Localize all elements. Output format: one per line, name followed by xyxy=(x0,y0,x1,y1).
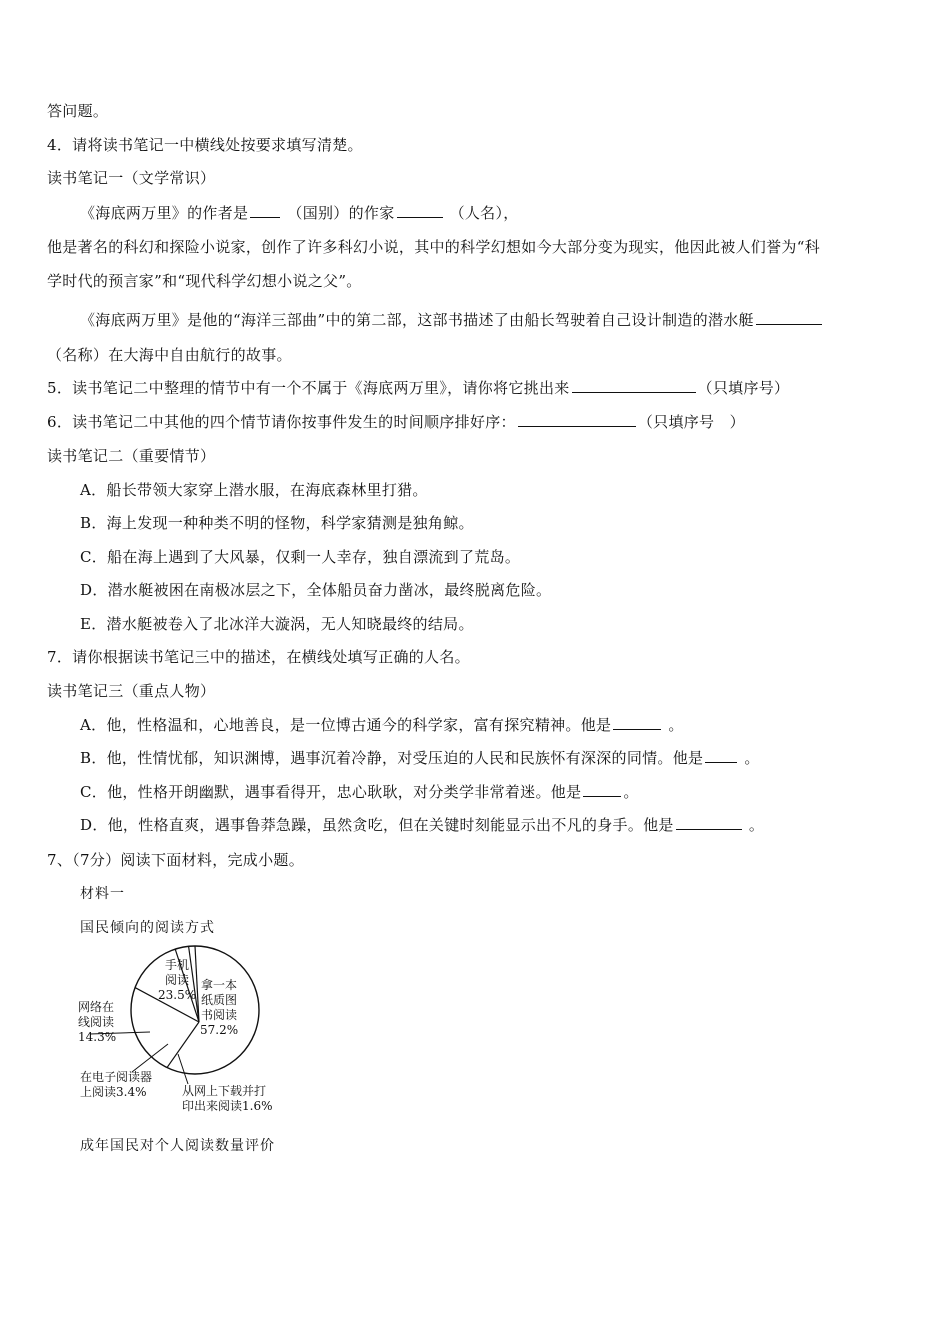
chart-title: 国民倾向的阅读方式 xyxy=(80,920,215,936)
note1-submarine-line xyxy=(80,310,824,330)
text: 。 xyxy=(744,749,760,767)
text: A．他，性格温和，心地善良，是一位博古通今的科学家，富有探究精神。他是 xyxy=(80,716,612,734)
pie-label-online xyxy=(78,1000,116,1045)
blank-country[interactable] xyxy=(250,203,280,218)
option-e: E．潜水艇被卷入了北冰洋大漩涡，无人知晓最终的结局。 xyxy=(80,615,474,633)
material-1-label: 材料一 xyxy=(80,886,125,902)
option-b: B．海上发现一种种类不明的怪物，科学家猜测是独角鲸。 xyxy=(80,514,474,532)
text: C．他，性格开朗幽默，遇事看得开，忠心耿耿，对分类学非常着迷。他是 xyxy=(80,783,582,801)
pie-label-value: 57.2% xyxy=(200,1023,239,1037)
question-5 xyxy=(47,378,789,398)
text-line: 学时代的预言家”和“现代科学幻想小说之父”。 xyxy=(47,272,362,290)
text: 。 xyxy=(623,783,639,801)
question-4: 4．请将读书笔记一中横线处按要求填写清楚。 xyxy=(47,136,363,154)
pie-label-phone xyxy=(158,958,196,1003)
blank-submarine[interactable] xyxy=(756,310,822,325)
option-d: D．潜水艇被困在南极冰层之下，全体船员奋力凿冰，最终脱离危险。 xyxy=(80,581,552,599)
pie-label-line: 阅读 xyxy=(165,973,190,987)
text: （人名）， xyxy=(449,204,519,222)
pie-label-download xyxy=(182,1084,273,1114)
text: 。 xyxy=(668,716,684,734)
text: 。 xyxy=(748,816,765,834)
text: 《海底两万里》的作者是 xyxy=(80,204,249,222)
person-c xyxy=(80,782,639,802)
pie-label-ereader xyxy=(80,1070,152,1100)
pie-label-line: 网络在 xyxy=(78,1000,115,1014)
blank-person-a[interactable] xyxy=(613,715,661,730)
text: D．他，性格直爽，遇事鲁莽急躁，虽然贪吃，但在关键时刻能显示出不凡的身手。他是 xyxy=(80,816,674,834)
pie-label-line: 印出来阅读1.6% xyxy=(182,1099,273,1113)
pie-label-value: 14.3% xyxy=(78,1030,117,1044)
text: B．他，性情忧郁，知识渊博，遇事沉着冷静，对受压迫的人民和民族怀有深深的同情。他是 xyxy=(80,749,704,767)
note3-title: 读书笔记三（重点人物） xyxy=(47,682,216,700)
blank-person-d[interactable] xyxy=(676,815,742,830)
text: 6．读书笔记二中其他的四个情节请你按事件发生的时间顺序排好序： xyxy=(47,413,516,431)
person-a xyxy=(80,715,684,735)
pie-label-line: 手机 xyxy=(165,958,190,972)
note2-title: 读书笔记二（重要情节） xyxy=(47,447,216,465)
blank-q6[interactable] xyxy=(518,412,636,427)
note1-author-line xyxy=(80,203,519,223)
text: （只填序号） xyxy=(697,379,790,397)
pie-label-line: 拿一本 xyxy=(201,978,238,992)
text: 《海底两万里》是他的“海洋三部曲”中的第二部，这部书描述了由船长驾驶着自己设计制造的潜水艇 xyxy=(80,311,754,329)
option-c: C．船在海上遇到了大风暴，仅剩一人幸存，独自漂流到了荒岛。 xyxy=(80,548,521,566)
note1-title: 读书笔记一（文学常识） xyxy=(47,169,216,187)
text-line: 他是著名的科幻和探险小说家，创作了许多科幻小说，其中的科学幻想如今大部分变为现实，他因此被人们誉为“科 xyxy=(47,238,820,256)
question-7b: 7、（7分）阅读下面材料，完成小题。 xyxy=(47,851,304,869)
pie-label-line: 纸质图 xyxy=(201,993,238,1007)
blank-q5[interactable] xyxy=(572,378,696,393)
pie-label-paper xyxy=(200,978,238,1038)
pie-chart xyxy=(70,944,290,1124)
pie-label-line: 从网上下载并打 xyxy=(182,1084,267,1098)
pie-label-line: 在电子阅读器 xyxy=(80,1070,153,1084)
text: 5．读书笔记二中整理的情节中有一个不属于《海底两万里》，请你将它挑出来 xyxy=(47,379,570,397)
person-b xyxy=(80,748,760,768)
blank-person-c[interactable] xyxy=(583,782,621,797)
text-line: 答问题。 xyxy=(47,102,109,120)
blank-author[interactable] xyxy=(397,203,443,218)
text: （只填序号 ） xyxy=(637,413,745,431)
pie-label-line: 上阅读3.4% xyxy=(80,1085,147,1099)
pie-label-line: 书阅读 xyxy=(201,1008,238,1022)
question-7: 7．请你根据读书笔记三中的描述，在横线处填写正确的人名。 xyxy=(47,648,470,666)
blank-person-b[interactable] xyxy=(705,748,737,763)
question-6 xyxy=(47,412,745,432)
option-a: A．船长带领大家穿上潜水服，在海底森林里打猎。 xyxy=(80,481,428,499)
bottom-caption: 成年国民对个人阅读数量评价 xyxy=(80,1138,275,1154)
text: （国别）的作家 xyxy=(287,204,395,222)
text-line: （名称）在大海中自由航行的故事。 xyxy=(47,346,292,364)
person-d xyxy=(80,815,764,835)
pie-label-value: 23.5% xyxy=(158,988,197,1002)
pie-label-line: 线阅读 xyxy=(78,1015,115,1029)
